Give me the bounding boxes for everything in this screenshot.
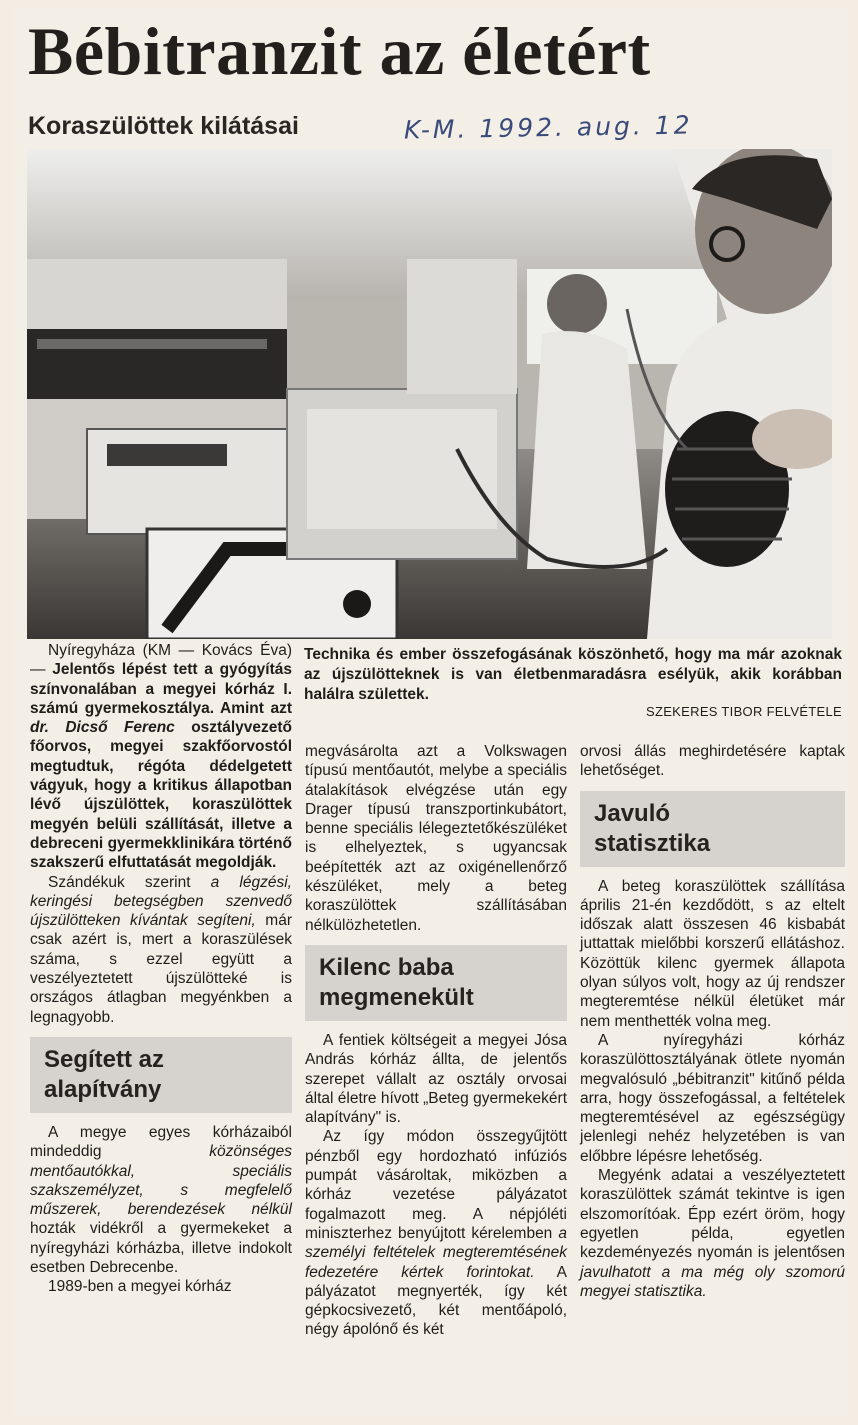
headline: Bébitranzit az életért <box>28 13 651 89</box>
body-text: Az így módon összegyűjtött pénzből egy hordozható infúziós pumpát vásároltak, miközben a kórház vezetése pályázatot fogalmazott meg. A népjóléti miniszterhez benyújtott kérelemben <box>305 1128 567 1242</box>
paragraph: A beteg koraszülöttek szállítása április 21-én kezdődött, s az eltelt időszak alatt összesen 46 kisbabát juttattak mielőbbi korszerű ellátáshoz. Közöttük kilenc gyermek állapota olyan súlyos volt, hogy az új rendszer megteremtése nélkül életüket már nem menthették volna meg. <box>580 877 845 1030</box>
subheading-line: megmenekült <box>319 983 474 1011</box>
article-column-2 <box>305 742 567 1340</box>
intro-bold-text: Jelentős lépést tett a gyógyítás színvonalában a megyei kórház I. számú gyermekosztálya. Amint azt <box>30 661 292 717</box>
body-text: Megyénk adatai a veszélyeztetett koraszülöttek számát tekintve is igen elszomorítóak. Épp ezért öröm, hogy egyetlen példa, egyetlen kezdeményezés nyomán is jelentősen <box>580 1167 845 1262</box>
paragraph: orvosi állás meghirdetésére kaptak lehetőséget. <box>580 743 845 780</box>
italic-text: a személyi feltételek megteremtésének fedezetére kértek forintokat. <box>305 1224 567 1281</box>
paragraph <box>30 1123 292 1277</box>
subheading-line: alapítvány <box>44 1075 162 1103</box>
subheading-box <box>30 1037 292 1113</box>
byline: Nyíregyháza (KM — Kovács Éva) — <box>30 642 292 679</box>
article-column-3 <box>580 742 845 1301</box>
subheading-line: Segített az <box>44 1045 165 1073</box>
body-text: A megye egyes kórházaiból mindeddig <box>30 1123 292 1161</box>
italic-text: javulhatott a ma még oly szomorú megyei statisztika. <box>580 1263 845 1300</box>
doctor-name: dr. Dicső Ferenc <box>30 719 175 737</box>
handwritten-date-note: K-M. 1992. aug. 12 <box>403 110 693 145</box>
body-text: hozták vidékről a gyermekeket a nyíregyházi kórházba, illetve indokolt esetben Debrecenbe. <box>30 1220 292 1277</box>
subheading-line: statisztika <box>594 829 711 857</box>
paragraph: A fentiek költségeit a megyei Jósa András kórház állta, de jelentős szerepet vállalt az osztály orvosai által életre hívott „Beteg gyermekekért alapítvány" is. <box>305 1031 567 1127</box>
lead-paragraph: Technika és ember összefogásának köszönhető, hogy ma már azoknak az újszülötteknek is van életbenmaradásra esélyük, akik korábban halálra születtek. <box>304 646 842 703</box>
photo-credit: SZEKERES TIBOR FELVÉTELE <box>646 704 842 719</box>
subheading-box <box>580 791 845 867</box>
subtitle: Koraszülöttek kilátásai <box>28 112 299 140</box>
paragraph <box>580 1166 845 1301</box>
body-text: már csak azért is, mert a koraszülések száma, s ezzel együtt a veszélyeztetett újszülötteké is országos átlagban megyénkben a legnagyobb. <box>30 912 292 1026</box>
subheading-line: Javuló <box>594 799 671 827</box>
paragraph: 1989-ben a megyei kórház <box>48 1278 232 1296</box>
paragraph <box>30 641 292 873</box>
intro-bold-text: osztályvezető főorvos, megyei szakfőorvostól megtudtuk, régóta dédelgetett vágyuk, hogy a kritikus állapotban lévő újszülöttek, koraszülöttek megyén belüli szállítását, illetve a debreceni gyermekklinikára történő szakszerű elfuttatását megoldják. <box>30 719 292 872</box>
subheading-box <box>305 945 567 1021</box>
article-column-1 <box>30 641 292 1297</box>
body-text: Szándékuk szerint <box>48 873 191 891</box>
newspaper-clipping <box>12 8 848 1416</box>
paragraph <box>30 873 292 1027</box>
italic-text: a légzési, keringési betegségben szenvedő újszülötteken kívántak segíteni, <box>30 873 292 930</box>
body-text: A pályázatot megnyerték, így két gépkocsivezető, két mentőápoló, négy ápolónő és két <box>305 1263 567 1339</box>
paragraph: megvásárolta azt a Volkswagen típusú mentőautót, melybe a speciális átalakítások elvégzése után egy Drager típusú transzportinkubátort, benne speciális lélegeztetőkészüléket is elhelyeztek, s ugyancsak beépítették azt az oxigénellenőrző készüléket, mely a beteg koraszülöttek szállításában nélkülözhetetlen. <box>305 743 567 934</box>
ambulance-interior-photo <box>27 149 832 639</box>
italic-text: közönséges mentőautókkal, speciális szakszemélyzet, s megfelelő műszerek, berendezések nélkül <box>30 1143 292 1219</box>
subheading-line: Kilenc baba <box>319 953 454 981</box>
paragraph <box>305 1127 567 1339</box>
paragraph: A nyíregyházi kórház koraszülöttosztályának ötlete nyomán megvalósuló „bébitranzit" kitűnő példa arra, hogy összefogással, a feltételek megteremtésével az egészségügy jelenlegi nehéz helyzetében is van előbbre lépésre lehetőség. <box>580 1031 845 1165</box>
